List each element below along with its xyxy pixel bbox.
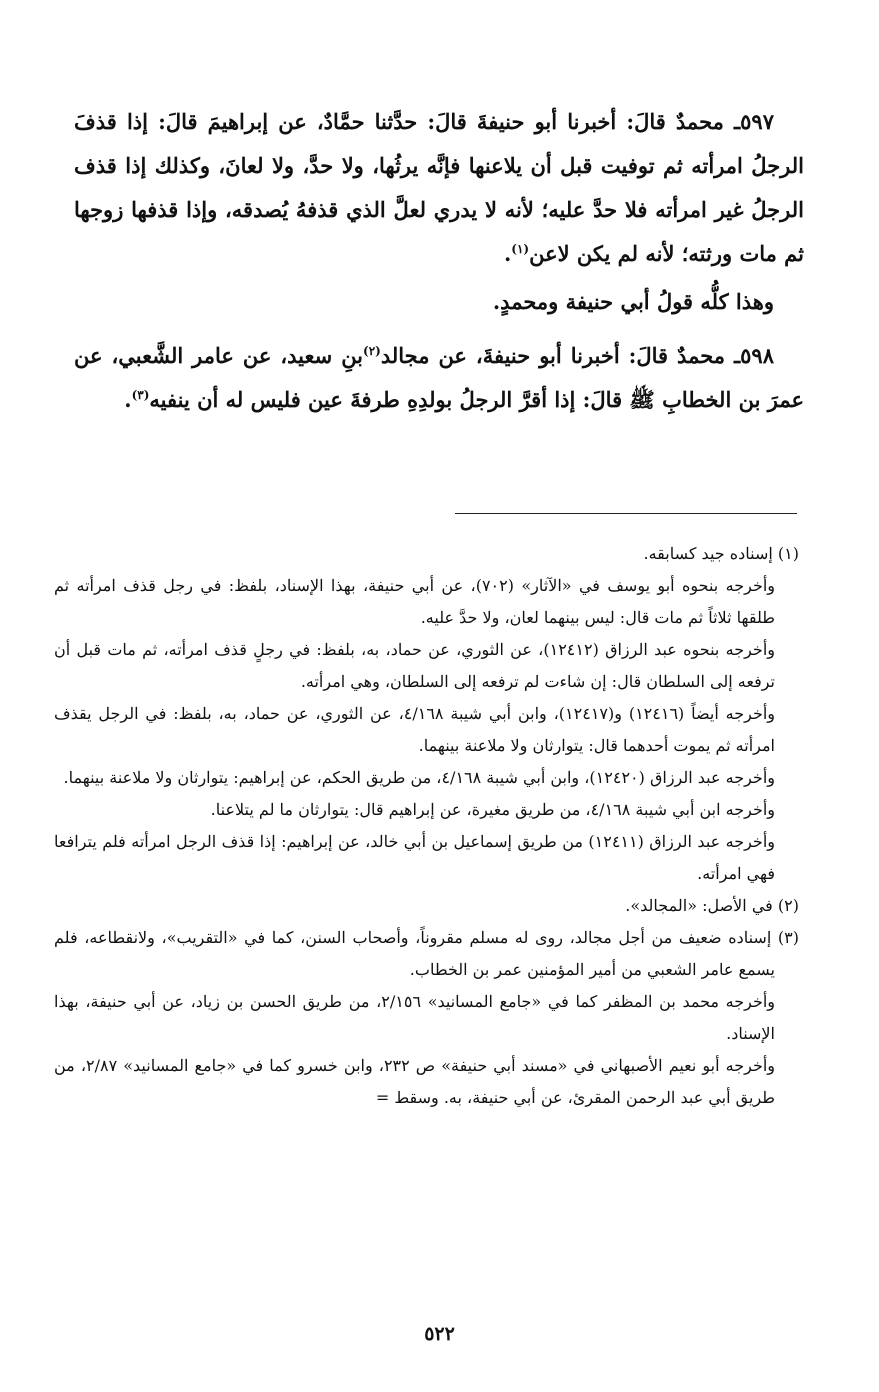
footnote-marker: (٣) <box>777 928 799 947</box>
page-number: ٥٢٢ <box>424 1323 455 1345</box>
hadith-end: . <box>124 387 132 412</box>
hadith-597 <box>74 100 804 276</box>
footnote-text: في الأصل: «المجالد». <box>625 896 773 915</box>
footnote-marker: (١) <box>777 544 799 563</box>
footnote-2 <box>54 890 799 922</box>
hadith-number: ٥٩٨ـ <box>734 343 774 368</box>
footnote-paragraph: وأخرجه بنحوه أبو يوسف في «الآثار» (٧٠٢)، عن أبي حنيفة، بهذا الإسناد، بلفظ: في رجل قذف امرأته ثم طلقها ثلاثاً ثم مات قال: ليس بينهما لعان، ولا حدَّ عليه. <box>54 576 776 627</box>
footnote-paragraph: وأخرجه عبد الرزاق (١٢٤٢٠)، وابن أبي شيبة ٤/١٦٨، من طريق الحكم، عن إبراهيم: يتوارثان ولا ملاعنة بينهما. <box>63 768 775 787</box>
hadith-text: محمدٌ قالَ: أخبرنا أبو حنيفةَ قالَ: حدَّثنا حمَّادٌ، عن إبراهيمَ قالَ: إذا قذفَ الرجلُ امرأته ثم توفيت قبل أن يلاعنها فإنَّه يرثُها، ولا حدَّ، ولا لعانَ، وكذلك إذا قذف الرجلُ غير امرأته فلا حدَّ عليه؛ لأنه لا يدري لعلَّ الذي قذفهُ يُصدقه، وإذا قذفها زوجها ثم مات ورثته؛ لأنه لم يكن لاعن <box>74 109 804 266</box>
footnote-paragraph: وأخرجه أبو نعيم الأصبهاني في «مسند أبي حنيفة» ص ٢٣٢، وابن خسرو كما في «جامع المسانيد» ٢/٨٧، من طريق أبي عبد الرحمن المقرئ، عن أبي حنيفة، به. وسقط = <box>54 1056 776 1107</box>
main-text <box>74 100 804 422</box>
footnote-text: إسناده جيد كسابقه. <box>643 544 773 563</box>
footnote-marker: (٢) <box>777 896 799 915</box>
footnote-ref: (٢) <box>363 344 381 358</box>
hadith-end: . <box>503 241 512 266</box>
footnote-ref: (١) <box>511 242 530 256</box>
summary-line: وهذا كلُّه قولُ أبي حنيفة ومحمدٍ. <box>492 289 774 314</box>
footnote-paragraph: وأخرجه عبد الرزاق (١٢٤١١) من طريق إسماعيل بن أبي خالد، عن إبراهيم: إذا قذف الرجل امرأته فلم يترافعا فهي امرأته. <box>54 832 775 883</box>
hadith-number: ٥٩٧ـ <box>734 109 774 134</box>
footnote-paragraph: وأخرجه ابن أبي شيبة ٤/١٦٨، من طريق مغيرة، عن إبراهيم قال: يتوارثان ما لم يتلاعنا. <box>210 800 775 819</box>
hadith-text: محمدٌ قالَ: أخبرنا أبو حنيفةَ، عن مجالد <box>380 343 726 368</box>
footnote-ref: (٣) <box>131 388 150 402</box>
footnote-paragraph: وأخرجه أيضاً (١٢٤١٦) و(١٢٤١٧)، وابن أبي شيبة ٤/١٦٨، عن الثوري، عن حماد، به، بلفظ: في الرجل يقذف امرأته ثم يموت أحدهما قال: يتوارثان ولا ملاعنة بينهما. <box>54 704 776 755</box>
footnote-text: إسناده ضعيف من أجل مجالد، روى له مسلم مقروناً، وأصحاب السنن، كما في «التقريب»، ولانقطاعه، فلم يسمع عامر الشعبي من أمير المؤمنين عمر بن الخطاب. <box>54 928 775 979</box>
hadith-text: بنِ سعيد، عن عامر الشَّعبي، عن عمرَ بن الخطابِ ﷺ قالَ: إذا أقرَّ الرجلُ بولدِهِ طرفةَ عين فليس له أن ينفيه <box>74 343 804 412</box>
footnote-paragraph: وأخرجه محمد بن المظفر كما في «جامع المسانيد» ٢/١٥٦، من طريق الحسن بن زياد، عن أبي حنيفة، بهذا الإسناد. <box>54 992 776 1043</box>
footnote-paragraph: وأخرجه بنحوه عبد الرزاق (١٢٤١٢)، عن الثوري، عن حماد، به، بلفظ: في رجلٍ قذف امرأته، ثم مات قبل أن ترفعه إلى السلطان قال: إن شاءت لم ترفعه إلى السلطان، وهي امرأته. <box>54 640 775 691</box>
footnote-separator <box>455 513 797 514</box>
footnote-3 <box>54 922 799 986</box>
footnotes <box>54 538 799 1114</box>
hadith-598 <box>74 334 804 422</box>
footnote-1 <box>54 538 799 570</box>
